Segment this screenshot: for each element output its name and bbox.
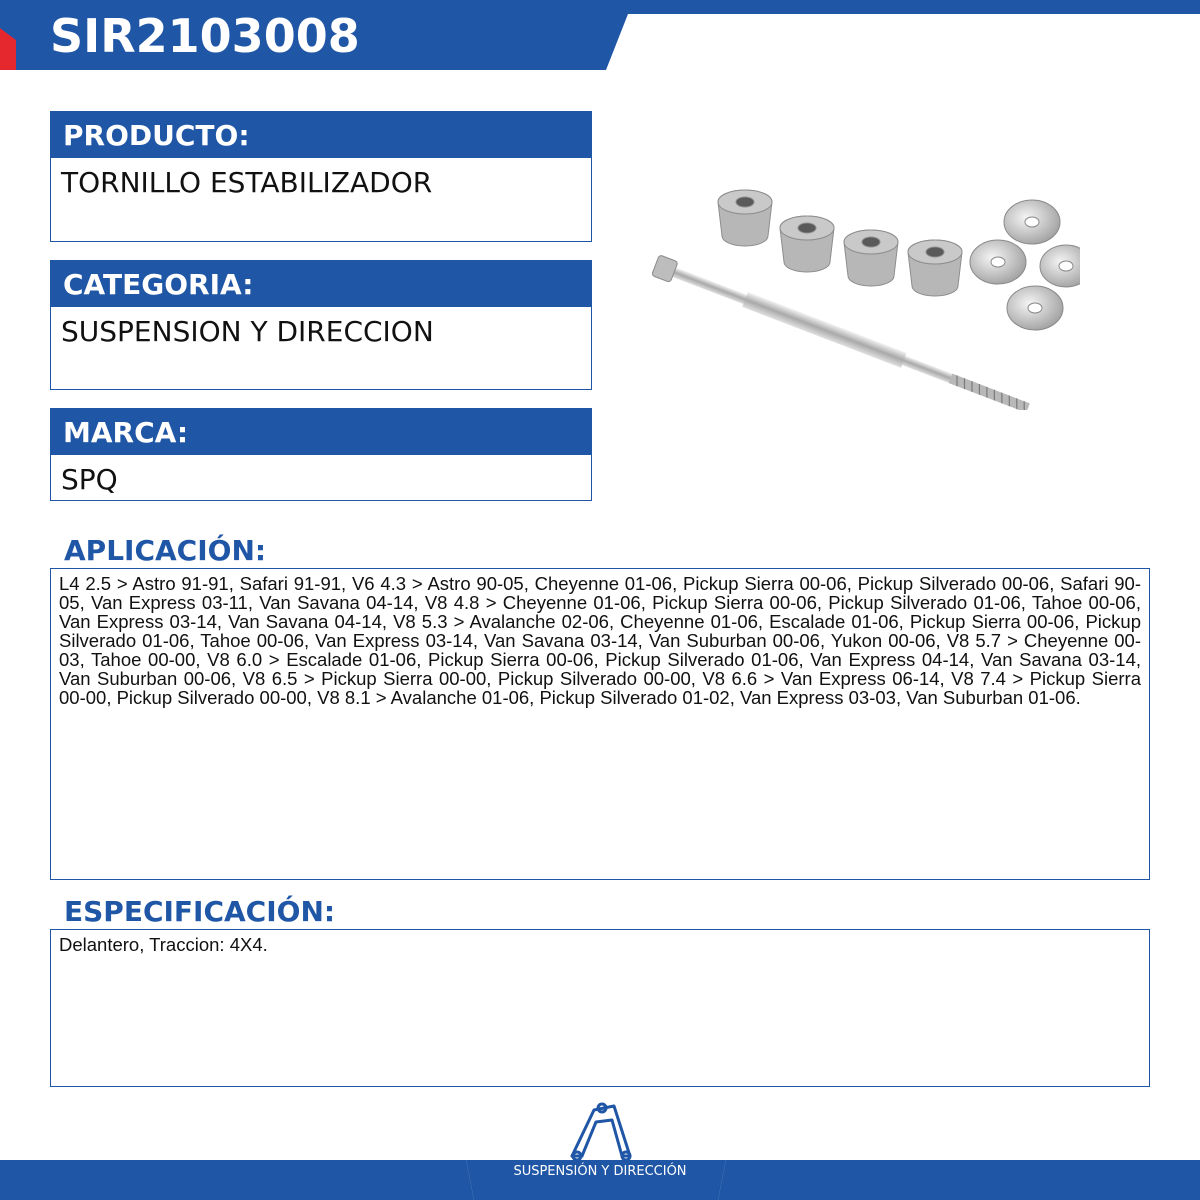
application-text: L4 2.5 > Astro 91-91, Safari 91-91, V6 4.3 > Astro 90-05, Cheyenne 01-06, Pickup Sierra 00-06, Pickup Silverado 00-06, Safari 90-05, Van Express 03-11, Van Savana 04-14, V8 4.8 > Cheyenne 01-06, Pickup Sierra 00-06, Pickup Silverado 01-06, Tahoe 00-06, Van Express 03-14, Van Savana 04-14, V8 5.3 > Avalanche 02-06, Cheyenne 01-06, Escalade 01-06, Pickup Sierra 00-06, Pickup Silverado 01-06, Tahoe 00-06, Van Express 03-14, Van Savana 03-14, Van Suburban 00-06, Yukon 00-06, V8 5.7 > Cheyenne 00-03, Tahoe 00-00, V8 6.0 > Escalade 01-06, Pickup Sierra 00-06, Pickup Silverado 01-06, Van Express 04-14, Van Savana 03-14, Van Suburban 00-06, V8 6.5 > Pickup Sierra 00-00, Pickup Silverado 00-00, V8 6.6 > Van Express 06-14, V8 7.4 > Pickup Sierra 00-00, Pickup Silverado 00-00, V8 8.1 > Avalanche 01-06, Pickup Silverado 01-02, Van Express 03-03, Van Suburban 01-06. [59,573,1141,708]
suspension-icon [566,1100,636,1162]
specification-heading: ESPECIFICACIÓN: [64,895,336,928]
specification-panel [50,929,1150,1087]
brand-label: MARCA: [51,409,591,455]
product-label: PRODUCTO: [51,112,591,158]
product-image [640,180,1080,410]
category-box [50,260,592,390]
product-box [50,111,592,242]
product-sku: SIR2103008 [50,9,360,63]
product-value: TORNILLO ESTABILIZADOR [61,166,433,199]
footer-category-label: SUSPENSIÓN Y DIRECCIÓN [513,1164,687,1179]
header-banner [0,0,1200,75]
brand-box [50,408,592,501]
category-label: CATEGORIA: [51,261,591,307]
application-heading: APLICACIÓN: [64,534,267,567]
specification-text: Delantero, Traccion: 4X4. [59,934,268,955]
category-value: SUSPENSION Y DIRECCION [61,315,434,348]
application-panel [50,568,1150,880]
brand-value: SPQ [61,463,118,496]
